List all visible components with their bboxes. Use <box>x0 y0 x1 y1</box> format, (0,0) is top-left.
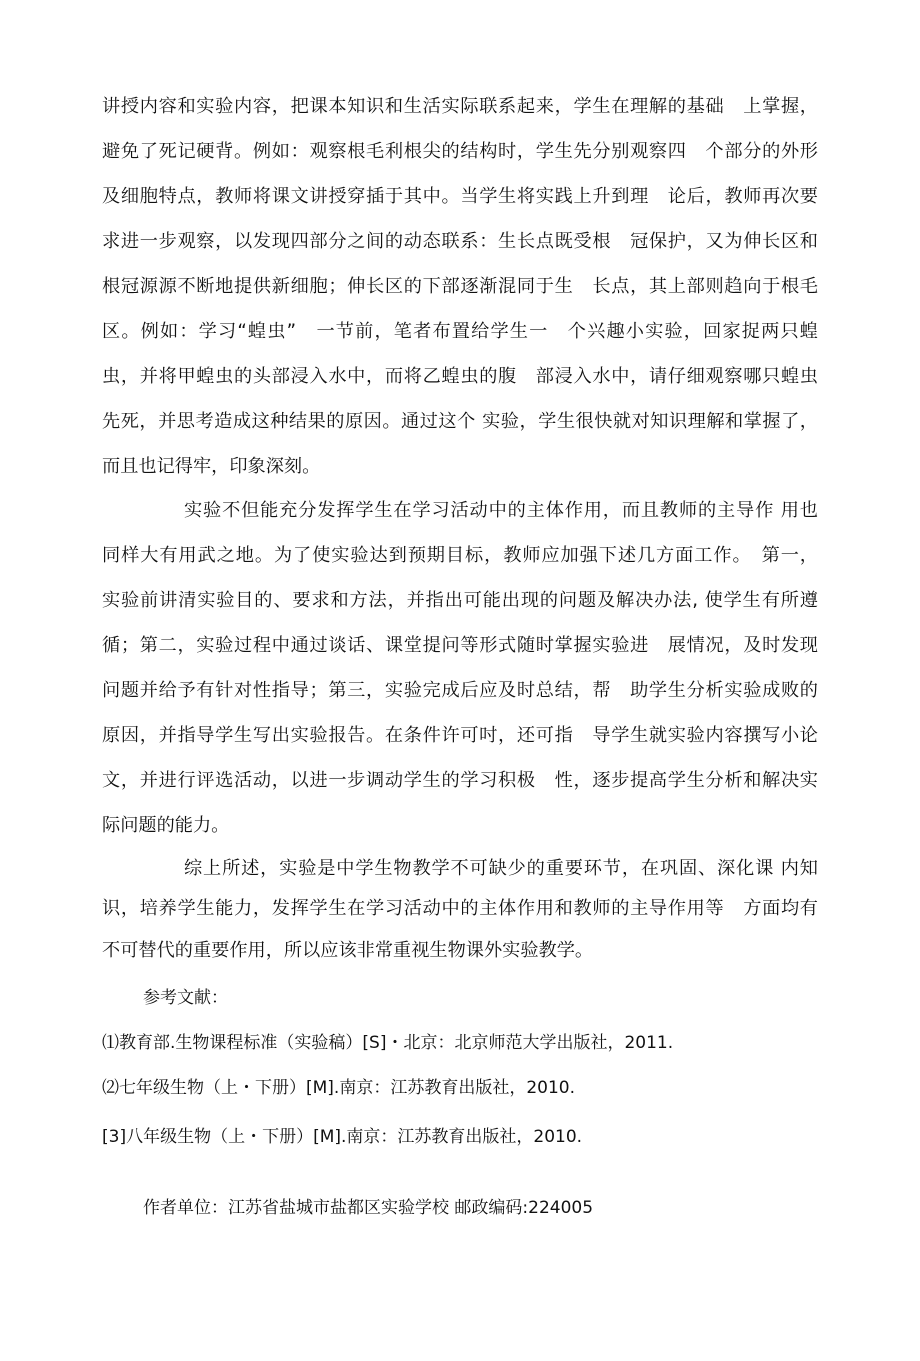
author-affiliation: 作者单位：江苏省盐城市盐都区实验学校 邮政编码:224005 <box>143 1198 594 1218</box>
text-line: 识，培养学生能力，发挥学生在学习活动中的主体作用和教师的主导作用等 方面均有 <box>102 898 818 919</box>
text-line: 问题并给予有针对性指导；第三，实验完成后应及时总结，帮 助学生分析实验成败的 <box>102 680 818 701</box>
text-line: 讲授内容和实验内容，把课本知识和生活实际联系起来，学生在理解的基础 上掌握， <box>102 96 818 117</box>
text-line: 而且也记得牢，印象深刻。 <box>102 456 321 477</box>
references-heading: 参考文献： <box>143 988 228 1008</box>
text-line: 原因，并指导学生写出实验报告。在条件许可吋，还可指 导学生就实验内容撰写小论 <box>102 725 818 746</box>
reference-item: ⑵七年级生物（上・下册）[M].南京：江苏教育出版社，2010. <box>102 1078 576 1098</box>
reference-item: [3]八年级生物（上・下册）[M].南京：江苏教育出版社，2010. <box>102 1127 583 1147</box>
text-line: 综上所述，实验是中学生物教学不可缺少的重要环节，在巩固、深化课 内知 <box>184 858 818 879</box>
text-line: 同样大有用武之地。为了使实验达到预期目标，教师应加强下述几方面工作。 第一， <box>102 545 818 566</box>
text-line: 际问题的能力。 <box>102 815 230 836</box>
text-line: 避免了死记硬背。例如：观察根毛利根尖的结构时，学生先分别观察四 个部分的外形 <box>102 141 818 162</box>
text-line: 循；第二，实验过程中通过谈话、课堂提问等形式随时掌握实验进 展情况，及时发现 <box>102 635 818 656</box>
text-line: 区。例如：学习“蝗虫” 一节前，笔者布置给学生一 个兴趣小实验，回家捉两只蝗 <box>102 321 818 342</box>
text-line: 求进一步观察，以发现四部分之间的动态联系：生长点既受根 冠保护，又为伸长区和 <box>102 231 818 252</box>
text-line: 先死，并思考造成这种结果的原因。通过这个 实验，学生很快就对知识理解和掌握了， <box>102 411 818 432</box>
text-line: 不可替代的重要作用，所以应该非常重视生物课外实验教学。 <box>102 940 594 961</box>
text-line: 根冠源源不断地提供新细胞；伸长区的下部逐渐混同于生 长点，其上部则趋向于根毛 <box>102 276 818 297</box>
reference-item: ⑴教育部.生物课程标准（实验稿）[S]・北京：北京师范大学出版社，2011. <box>102 1033 674 1053</box>
text-line: 及细胞特点，教师将课文讲授穿插于其中。当学生将实践上升到理 论后，教师再次要 <box>102 186 818 207</box>
text-line: 文，并进行评选活动，以进一步调动学生的学习积极 性，逐步提高学生分析和解决实 <box>102 770 818 791</box>
text-line: 虫，并将甲蝗虫的头部浸入水中，而将乙蝗虫的腹 部浸入水中，请仔细观察哪只蝗虫 <box>102 366 818 387</box>
text-line: 实验前讲清实验目的、要求和方法，并指出可能出现的问题及解决办法, 使学生有所遵 <box>102 590 818 611</box>
text-line: 实验不但能充分发挥学生在学习活动中的主体作用，而且教师的主导作 用也 <box>184 500 818 521</box>
